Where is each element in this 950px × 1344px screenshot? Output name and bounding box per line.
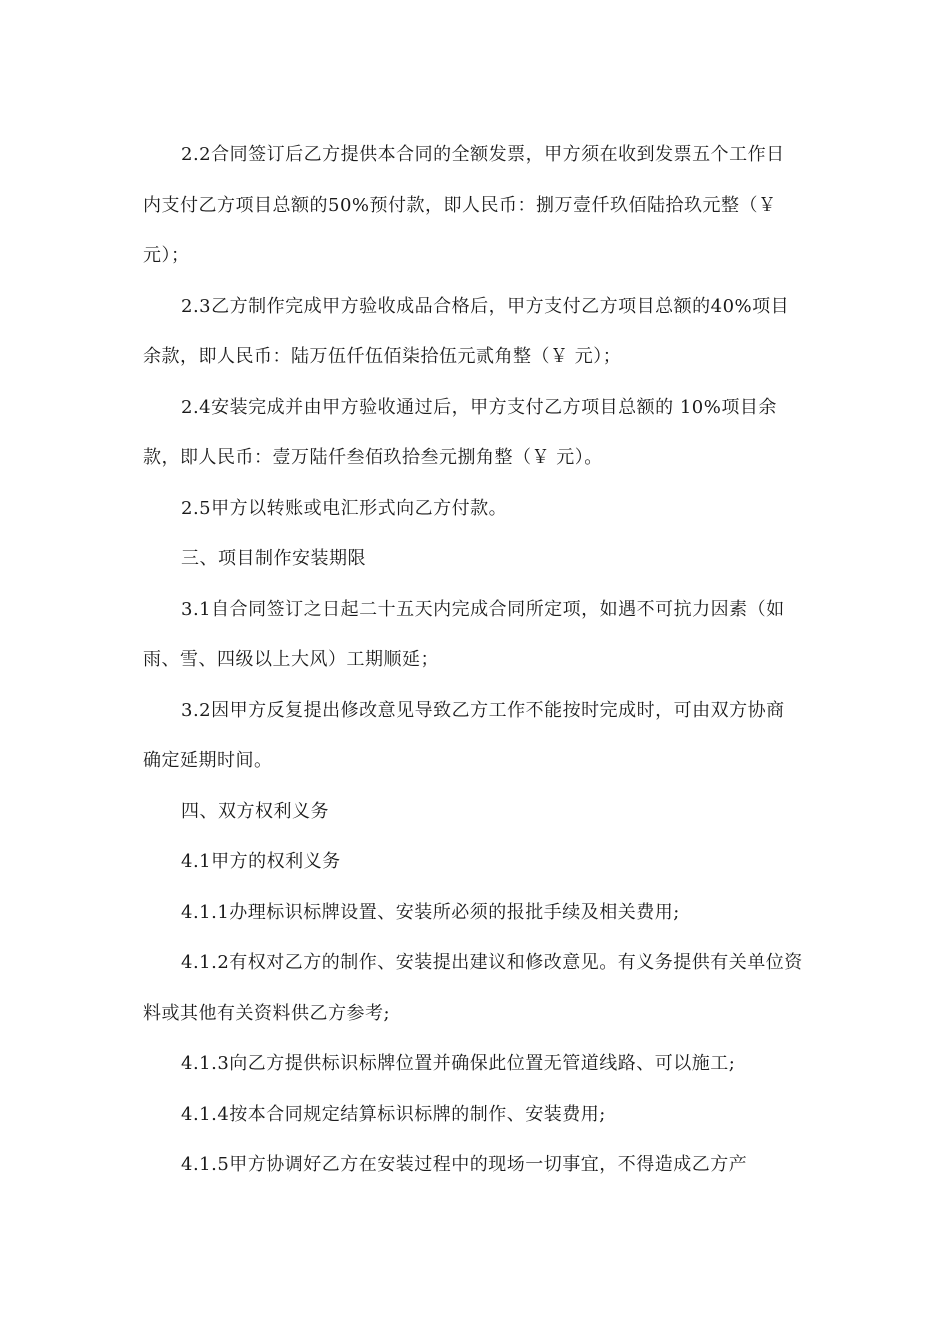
paragraph-2-2: 2.2合同签订后乙方提供本合同的全额发票，甲方须在收到发票五个工作日内支付乙方项目总额的50%预付款，即人民币：捌万壹仟玖佰陆拾玖元整（￥ 元）； [143,144,785,266]
section-heading-4: 四、双方权利义务 [181,800,329,822]
document-body [143,130,803,1191]
paragraph-2-4: 2.4安装完成并由甲方验收通过后，甲方支付乙方项目总额的 10%项目余款，即人民币：壹万陆仟叁佰玖拾叁元捌角整（￥ 元）。 [143,396,777,468]
paragraph-4-1-1: 4.1.1办理标识标牌设置、安装所必须的报批手续及相关费用; [181,901,680,923]
paragraph-2-5: 2.5甲方以转账或电汇形式向乙方付款。 [181,497,508,519]
subsection-heading-4-1: 4.1甲方的权利义务 [181,851,341,872]
paragraph-2-3: 2.3乙方制作完成甲方验收成品合格后，甲方支付乙方项目总额的40%项目余款，即人民币：陆万伍仟伍佰柒拾伍元贰角整（￥ 元）； [143,295,790,367]
section-heading-3: 三、项目制作安装期限 [181,548,366,569]
paragraph-4-1-2: 4.1.2有权对乙方的制作、安装提出建议和修改意见。有义务提供有关单位资料或其他有关资料供乙方参考; [143,952,803,1024]
paragraph-3-1: 3.1自合同签订之日起二十五天内完成合同所定项，如遇不可抗力因素（如雨、雪、四级以上大风）工期顺延； [143,598,785,670]
paragraph-4-1-3: 4.1.3向乙方提供标识标牌位置并确保此位置无管道线路、可以施工; [181,1053,736,1074]
paragraph-4-1-5: 4.1.5甲方协调好乙方在安装过程中的现场一切事宜，不得造成乙方产 [181,1154,748,1175]
paragraph-3-2: 3.2因甲方反复提出修改意见导致乙方工作不能按时完成时，可由双方协商确定延期时间。 [143,699,785,771]
paragraph-4-1-4: 4.1.4按本合同规定结算标识标牌的制作、安装费用; [181,1103,606,1125]
